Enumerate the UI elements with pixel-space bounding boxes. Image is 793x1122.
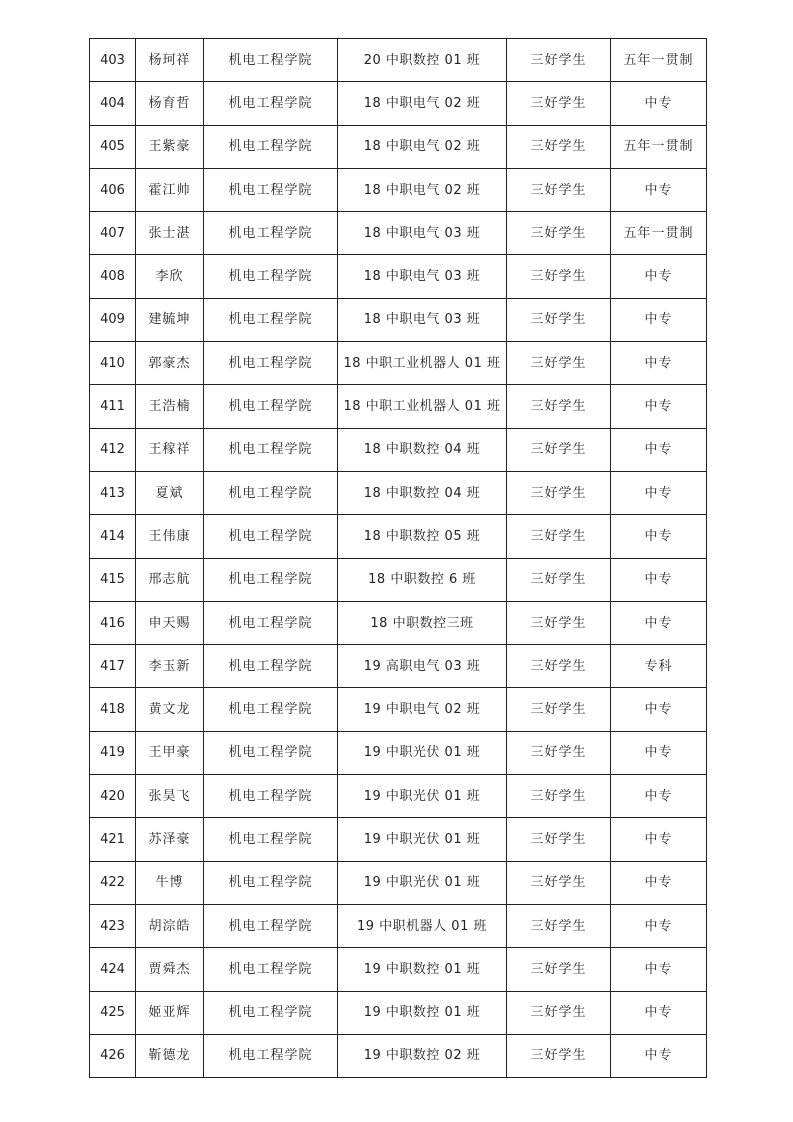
table-row <box>90 904 707 947</box>
college-name: 机电工程学院 <box>204 168 338 211</box>
college-name: 机电工程学院 <box>204 688 338 731</box>
award-title: 三好学生 <box>507 688 611 731</box>
student-name: 黄文龙 <box>136 688 204 731</box>
table-row <box>90 255 707 298</box>
row-number: 403 <box>90 39 136 82</box>
class-name: 19 中职光伏 01 班 <box>338 861 507 904</box>
table-row <box>90 688 707 731</box>
student-name: 胡淙皓 <box>136 904 204 947</box>
education-type: 中专 <box>611 82 707 125</box>
class-name: 18 中职数控 6 班 <box>338 558 507 601</box>
row-number: 411 <box>90 385 136 428</box>
row-number: 414 <box>90 515 136 558</box>
education-type: 中专 <box>611 818 707 861</box>
student-name: 夏斌 <box>136 471 204 514</box>
class-name: 18 中职电气 03 班 <box>338 298 507 341</box>
education-type: 中专 <box>611 688 707 731</box>
table-row <box>90 298 707 341</box>
row-number: 417 <box>90 645 136 688</box>
class-name: 19 中职数控 01 班 <box>338 991 507 1034</box>
college-name: 机电工程学院 <box>204 818 338 861</box>
award-title: 三好学生 <box>507 82 611 125</box>
student-name: 姬亚辉 <box>136 991 204 1034</box>
education-type: 中专 <box>611 1034 707 1077</box>
class-name: 18 中职电气 03 班 <box>338 212 507 255</box>
row-number: 420 <box>90 775 136 818</box>
table-row <box>90 948 707 991</box>
table-row <box>90 818 707 861</box>
award-title: 三好学生 <box>507 991 611 1034</box>
student-name: 苏泽豪 <box>136 818 204 861</box>
education-type: 中专 <box>611 775 707 818</box>
table-row <box>90 1034 707 1077</box>
education-type: 中专 <box>611 385 707 428</box>
award-title: 三好学生 <box>507 255 611 298</box>
college-name: 机电工程学院 <box>204 991 338 1034</box>
row-number: 418 <box>90 688 136 731</box>
row-number: 410 <box>90 342 136 385</box>
student-name: 王紫豪 <box>136 125 204 168</box>
class-name: 18 中职电气 02 班 <box>338 168 507 211</box>
student-name: 郭豪杰 <box>136 342 204 385</box>
student-name: 杨育哲 <box>136 82 204 125</box>
award-title: 三好学生 <box>507 168 611 211</box>
class-name: 18 中职工业机器人 01 班 <box>338 342 507 385</box>
row-number: 416 <box>90 601 136 644</box>
row-number: 422 <box>90 861 136 904</box>
row-number: 408 <box>90 255 136 298</box>
award-title: 三好学生 <box>507 39 611 82</box>
row-number: 423 <box>90 904 136 947</box>
table-row <box>90 212 707 255</box>
row-number: 426 <box>90 1034 136 1077</box>
table-row <box>90 645 707 688</box>
class-name: 18 中职电气 03 班 <box>338 255 507 298</box>
table-row <box>90 342 707 385</box>
student-name: 杨珂祥 <box>136 39 204 82</box>
student-name: 牛博 <box>136 861 204 904</box>
college-name: 机电工程学院 <box>204 82 338 125</box>
student-name: 王甲豪 <box>136 731 204 774</box>
class-name: 18 中职数控 05 班 <box>338 515 507 558</box>
education-type: 中专 <box>611 168 707 211</box>
table-row <box>90 428 707 471</box>
education-type: 五年一贯制 <box>611 39 707 82</box>
table-row <box>90 991 707 1034</box>
row-number: 404 <box>90 82 136 125</box>
award-title: 三好学生 <box>507 1034 611 1077</box>
college-name: 机电工程学院 <box>204 385 338 428</box>
award-title: 三好学生 <box>507 298 611 341</box>
table-row <box>90 601 707 644</box>
award-title: 三好学生 <box>507 428 611 471</box>
table-row <box>90 861 707 904</box>
education-type: 中专 <box>611 904 707 947</box>
table-row <box>90 39 707 82</box>
award-title: 三好学生 <box>507 125 611 168</box>
row-number: 405 <box>90 125 136 168</box>
class-name: 19 高职电气 03 班 <box>338 645 507 688</box>
student-name: 霍江帅 <box>136 168 204 211</box>
education-type: 中专 <box>611 948 707 991</box>
college-name: 机电工程学院 <box>204 471 338 514</box>
student-name: 李玉新 <box>136 645 204 688</box>
college-name: 机电工程学院 <box>204 125 338 168</box>
student-name: 邢志航 <box>136 558 204 601</box>
award-title: 三好学生 <box>507 861 611 904</box>
row-number: 406 <box>90 168 136 211</box>
education-type: 五年一贯制 <box>611 212 707 255</box>
education-type: 中专 <box>611 298 707 341</box>
student-name: 张士湛 <box>136 212 204 255</box>
education-type: 中专 <box>611 558 707 601</box>
table-row <box>90 385 707 428</box>
award-title: 三好学生 <box>507 601 611 644</box>
student-roster-table <box>89 38 707 1078</box>
table-row <box>90 82 707 125</box>
student-name: 王浩楠 <box>136 385 204 428</box>
student-name: 张昊飞 <box>136 775 204 818</box>
row-number: 425 <box>90 991 136 1034</box>
education-type: 五年一贯制 <box>611 125 707 168</box>
college-name: 机电工程学院 <box>204 428 338 471</box>
award-title: 三好学生 <box>507 558 611 601</box>
award-title: 三好学生 <box>507 385 611 428</box>
college-name: 机电工程学院 <box>204 212 338 255</box>
college-name: 机电工程学院 <box>204 298 338 341</box>
class-name: 19 中职电气 02 班 <box>338 688 507 731</box>
student-name: 王伟康 <box>136 515 204 558</box>
class-name: 19 中职机器人 01 班 <box>338 904 507 947</box>
education-type: 中专 <box>611 861 707 904</box>
college-name: 机电工程学院 <box>204 861 338 904</box>
award-title: 三好学生 <box>507 904 611 947</box>
row-number: 421 <box>90 818 136 861</box>
award-title: 三好学生 <box>507 645 611 688</box>
college-name: 机电工程学院 <box>204 645 338 688</box>
education-type: 中专 <box>611 255 707 298</box>
student-name: 王稼祥 <box>136 428 204 471</box>
college-name: 机电工程学院 <box>204 558 338 601</box>
table-row <box>90 168 707 211</box>
row-number: 407 <box>90 212 136 255</box>
student-name: 靳德龙 <box>136 1034 204 1077</box>
table-row <box>90 775 707 818</box>
award-title: 三好学生 <box>507 471 611 514</box>
education-type: 中专 <box>611 515 707 558</box>
education-type: 中专 <box>611 471 707 514</box>
award-title: 三好学生 <box>507 342 611 385</box>
table-row <box>90 558 707 601</box>
college-name: 机电工程学院 <box>204 904 338 947</box>
class-name: 19 中职数控 01 班 <box>338 948 507 991</box>
table-row <box>90 731 707 774</box>
class-name: 18 中职数控 04 班 <box>338 471 507 514</box>
college-name: 机电工程学院 <box>204 775 338 818</box>
row-number: 424 <box>90 948 136 991</box>
table-row <box>90 515 707 558</box>
class-name: 18 中职工业机器人 01 班 <box>338 385 507 428</box>
education-type: 中专 <box>611 991 707 1034</box>
student-name: 贾舜杰 <box>136 948 204 991</box>
class-name: 19 中职光伏 01 班 <box>338 818 507 861</box>
education-type: 中专 <box>611 428 707 471</box>
row-number: 413 <box>90 471 136 514</box>
student-name: 李欣 <box>136 255 204 298</box>
row-number: 412 <box>90 428 136 471</box>
award-title: 三好学生 <box>507 731 611 774</box>
college-name: 机电工程学院 <box>204 255 338 298</box>
college-name: 机电工程学院 <box>204 342 338 385</box>
class-name: 19 中职光伏 01 班 <box>338 775 507 818</box>
student-name: 申天赐 <box>136 601 204 644</box>
class-name: 18 中职数控三班 <box>338 601 507 644</box>
education-type: 中专 <box>611 601 707 644</box>
class-name: 18 中职电气 02 班 <box>338 82 507 125</box>
award-title: 三好学生 <box>507 212 611 255</box>
table-row <box>90 125 707 168</box>
class-name: 18 中职电气 02 班 <box>338 125 507 168</box>
education-type: 中专 <box>611 731 707 774</box>
class-name: 20 中职数控 01 班 <box>338 39 507 82</box>
award-title: 三好学生 <box>507 818 611 861</box>
table-row <box>90 471 707 514</box>
class-name: 19 中职数控 02 班 <box>338 1034 507 1077</box>
row-number: 415 <box>90 558 136 601</box>
class-name: 18 中职数控 04 班 <box>338 428 507 471</box>
roster-body <box>90 39 707 1078</box>
row-number: 409 <box>90 298 136 341</box>
award-title: 三好学生 <box>507 775 611 818</box>
college-name: 机电工程学院 <box>204 515 338 558</box>
row-number: 419 <box>90 731 136 774</box>
college-name: 机电工程学院 <box>204 731 338 774</box>
college-name: 机电工程学院 <box>204 948 338 991</box>
education-type: 专科 <box>611 645 707 688</box>
award-title: 三好学生 <box>507 948 611 991</box>
college-name: 机电工程学院 <box>204 39 338 82</box>
class-name: 19 中职光伏 01 班 <box>338 731 507 774</box>
college-name: 机电工程学院 <box>204 1034 338 1077</box>
education-type: 中专 <box>611 342 707 385</box>
award-title: 三好学生 <box>507 515 611 558</box>
college-name: 机电工程学院 <box>204 601 338 644</box>
student-name: 建毓坤 <box>136 298 204 341</box>
